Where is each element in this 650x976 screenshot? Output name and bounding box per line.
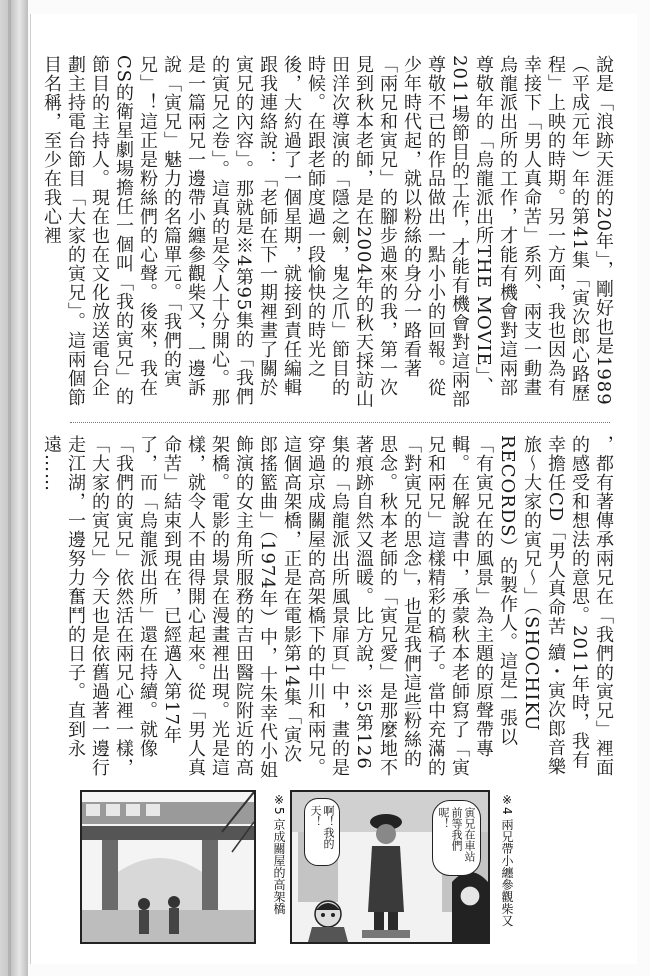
caption-shibamata: ※4 兩兄帶小纏參觀柴又	[500, 793, 514, 927]
speech-bubble-waiting: 寅兄在車站前等我們呢！	[432, 800, 481, 876]
illustration-shibamata	[290, 790, 490, 944]
railway-bridge-drawing	[82, 792, 254, 942]
speech-bubble-oh-my: 啊！我的天！	[304, 798, 340, 866]
book-spine	[0, 0, 28, 976]
section-divider	[70, 422, 610, 423]
essay-column-top: 說是「浪跡天涯的20年」，剛好也是1989（平成元年）年的第41集「寅次郎心路歷程」上映的時期。另一方面，我也因為有幸接下「男人真命苦」系列、兩支一動畫烏龍派出所的工作，才能有機會對這兩部尊敬年的「烏龍派出所THE MOVIE」、2011場節目的工作，才能有機會對這兩部尊敬不已的作品做出一點小小的回報。從少年時代起，就以粉絲的身分一路看著「兩兄和寅兄」的腳步過來的我，第一次見到秋本老師，是在2004年的秋天採訪山田洋次導演的「隱之劍，鬼之爪」節目的時候。在跟老師度過一段愉快的時光之後，大約過了一個星期，就接到責任編輯跟我連絡說：「老師在下一期裡畫了關於寅兄的內容」。那就是※4第95集的「我們的寅兄之卷」。這真的是令人十分開心。那是一篇兩兄一邊帶小纏參觀柴又，一邊訴說「寅兄」魅力的名篇單元。「我們的寅兄」！這正是粉絲們的心聲。後來，我在CS的衛星劇場擔任一個叫「我的寅兄」的節目的主持人。現在也在文化放送電台企劃主持電台節目「大家的寅兄」。這兩個節目名稱，至少在我心裡	[41, 55, 614, 409]
caption-railway-bridge: ※5 京成關屋的高架橋	[272, 793, 286, 915]
illustration-railway-bridge	[80, 790, 256, 944]
essay-column-bottom: ，都有著傳承兩兄在「我們的寅兄」裡面的感受和想法的意思。2011年時，我有幸擔任CD「男人真命苦 續・寅次郎音樂旅～大家的寅兄～」（SHOCHIKU RECORDS）的製作人。這是一張以「有寅兄在的風景」為主題的原聲帶專輯。在解說書中，承蒙秋本老師寫了「寅兄和兩兄」這樣精彩的稿子。當中充滿的「對寅兄的思念」，也是我們這些粉絲的思念。秋本老師的「寅兄愛」是那麼地不著痕跡自然又溫暖。比方說，※5第126集的「烏龍派出所風景扉頁」中，畫的是穿過京成關屋的高架橋下的中川和兩兄。這個高架橋，正是在電影第14集「寅次郎搖籃曲」（1974年）中，十朱幸代小姐飾演的女主角所服務的吉田醫院附近的高架橋。電影的場景在漫畫裡出現。光是這樣，就令人不由得開心起來。從「男人真命苦」結束到現在，已經邁入第17年了，而「烏龍派出所」還在持續。就像「我們的寅兄」依然活在兩兄心裡一樣，「大家的寅兄」今天也是依舊過著一邊行走江湖，一邊努力奮鬥的日子。直到永遠……	[41, 435, 614, 780]
